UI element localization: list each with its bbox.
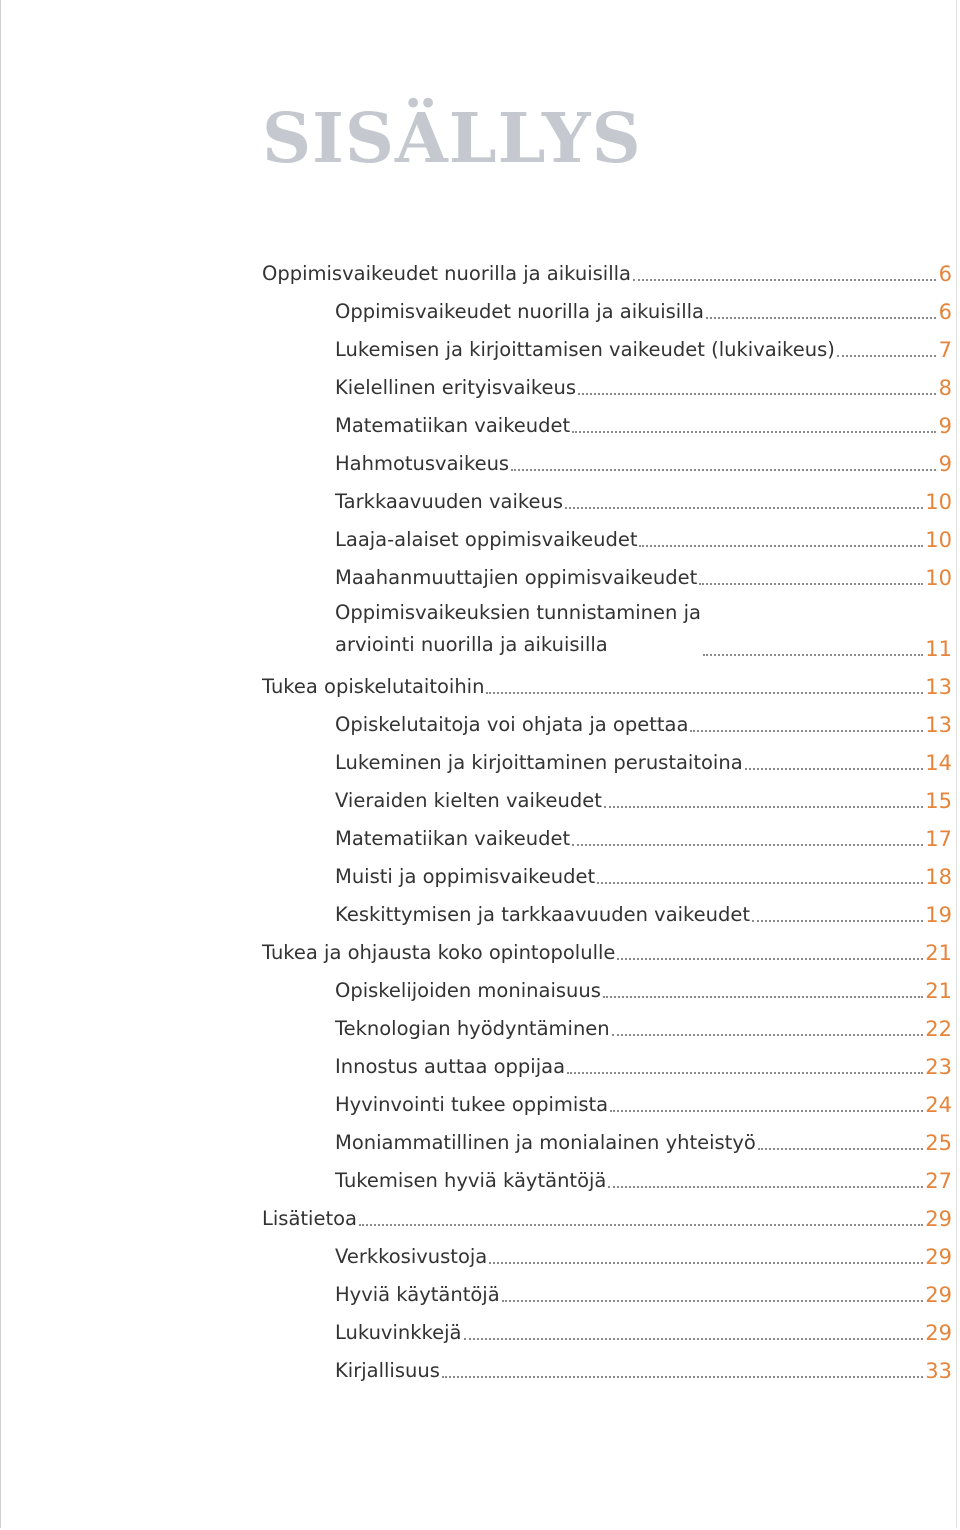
toc-page-number: 9	[938, 414, 952, 438]
toc-entry-section[interactable]	[262, 254, 952, 292]
toc-entry-label: Moniammatillinen ja monialainen yhteistyö	[335, 1131, 756, 1154]
toc-entry-label: Hahmotusvaikeus	[335, 452, 510, 475]
dot-leader	[610, 1110, 923, 1112]
toc-entry-label: Teknologian hyödyntäminen	[335, 1017, 610, 1040]
toc-page-number: 10	[925, 528, 952, 552]
toc-entry-label: Keskittymisen ja tarkkaavuuden vaikeudet	[335, 903, 751, 926]
dot-leader	[567, 1072, 923, 1074]
toc-entry[interactable]	[262, 1351, 952, 1389]
toc-page-number: 27	[925, 1169, 952, 1193]
toc-entry-label: Hyvinvointi tukee oppimista	[335, 1093, 609, 1116]
toc-page-number: 18	[925, 865, 952, 889]
toc-entry[interactable]	[262, 482, 952, 520]
toc-entry[interactable]	[262, 596, 952, 667]
toc-entry-label: Tukea opiskelutaitoihin	[262, 675, 485, 698]
toc-page-number: 29	[925, 1207, 952, 1231]
toc-entry[interactable]	[262, 1161, 952, 1199]
toc-entry-label: Muisti ja oppimisvaikeudet	[335, 865, 596, 888]
dot-leader	[464, 1338, 924, 1340]
toc-entry[interactable]	[262, 1313, 952, 1351]
toc-entry-label: Lukeminen ja kirjoittaminen perustaitoina	[335, 751, 743, 774]
toc-entry-label: Maahanmuuttajien oppimisvaikeudet	[335, 566, 698, 589]
toc-entry-label: Tarkkaavuuden vaikeus	[335, 490, 564, 513]
toc-entry[interactable]	[262, 406, 952, 444]
dot-leader	[578, 393, 936, 395]
toc-entry-section[interactable]	[262, 933, 952, 971]
dot-leader	[486, 692, 923, 694]
dot-leader	[603, 996, 923, 998]
toc-entry[interactable]	[262, 368, 952, 406]
dot-leader	[597, 882, 923, 884]
toc-page-number: 22	[925, 1017, 952, 1041]
toc-page-number: 15	[925, 789, 952, 813]
toc-page-number: 7	[938, 338, 952, 362]
dot-leader	[639, 545, 923, 547]
toc-entry[interactable]	[262, 330, 952, 368]
dot-leader	[758, 1148, 923, 1150]
toc-entry[interactable]	[262, 1275, 952, 1313]
dot-leader	[612, 1034, 924, 1036]
toc-entry[interactable]	[262, 857, 952, 895]
toc-entry-label: Oppimisvaikeudet nuorilla ja aikuisilla	[262, 262, 632, 285]
toc-page-number: 17	[925, 827, 952, 851]
dot-leader	[608, 1186, 923, 1188]
dot-leader	[442, 1376, 923, 1378]
dot-leader	[565, 507, 923, 509]
toc-entry[interactable]	[262, 1009, 952, 1047]
toc-entry-label: Opiskelijoiden moninaisuus	[335, 979, 601, 1002]
dot-leader	[511, 469, 936, 471]
toc-entry-label: Innostus auttaa oppijaa	[335, 1055, 566, 1078]
toc-page-number: 21	[925, 979, 952, 1003]
toc-entry-label-line2: arviointi nuorilla ja aikuisilla	[335, 633, 608, 656]
toc-entry-label-line1: Oppimisvaikeuksien tunnistaminen ja	[335, 601, 701, 624]
toc-entry[interactable]	[262, 819, 952, 857]
toc-page-number: 24	[925, 1093, 952, 1117]
dot-leader	[745, 768, 924, 770]
toc-page-number: 8	[938, 376, 952, 400]
toc-entry-label: Vieraiden kielten vaikeudet	[335, 789, 602, 812]
toc-entry[interactable]	[262, 520, 952, 558]
toc-entry[interactable]	[262, 558, 952, 596]
toc-entry-label: Oppimisvaikeudet nuorilla ja aikuisilla	[335, 300, 705, 323]
toc-entry[interactable]	[262, 1085, 952, 1123]
toc-page-number: 21	[925, 941, 952, 965]
toc-page-number: 29	[925, 1245, 952, 1269]
toc-entry-section[interactable]	[262, 667, 952, 705]
toc-page-number: 6	[938, 300, 952, 324]
toc-entry-label: Kirjallisuus	[335, 1359, 440, 1382]
dot-leader	[489, 1262, 923, 1264]
toc-entry-label: Lukuvinkkejä	[335, 1321, 462, 1344]
dot-leader	[572, 431, 936, 433]
toc-entry[interactable]	[262, 971, 952, 1009]
dot-leader	[703, 654, 923, 656]
dot-leader	[359, 1224, 923, 1226]
toc-page-number: 13	[925, 713, 952, 737]
toc-entry-label: Laaja-alaiset oppimisvaikeudet	[335, 528, 638, 551]
toc-page-number: 33	[925, 1359, 952, 1383]
toc-entry-label: Tukea ja ohjausta koko opintopolulle	[262, 941, 616, 964]
toc-entry[interactable]	[262, 781, 952, 819]
toc-entry-label: Opiskelutaitoja voi ohjata ja opettaa	[335, 713, 689, 736]
toc-entry[interactable]	[262, 1123, 952, 1161]
dot-leader	[706, 317, 936, 319]
table-of-contents	[262, 254, 952, 1389]
dot-leader	[837, 355, 936, 357]
toc-page-number: 29	[925, 1321, 952, 1345]
toc-page-number: 23	[925, 1055, 952, 1079]
toc-page-number: 10	[925, 566, 952, 590]
toc-entry-label: Verkkosivustoja	[335, 1245, 488, 1268]
toc-page-number: 29	[925, 1283, 952, 1307]
page-title: SISÄLLYS	[262, 99, 642, 179]
toc-entry[interactable]	[262, 743, 952, 781]
toc-page-number: 19	[925, 903, 952, 927]
toc-entry[interactable]	[262, 705, 952, 743]
toc-entry-label	[335, 597, 701, 661]
dot-leader	[617, 958, 923, 960]
toc-entry-label: Tukemisen hyviä käytäntöjä	[335, 1169, 607, 1192]
dot-leader	[699, 583, 923, 585]
toc-entry-label: Kielellinen erityisvaikeus	[335, 376, 576, 399]
toc-page-number: 10	[925, 490, 952, 514]
dot-leader	[502, 1300, 924, 1302]
toc-entry-label: Hyviä käytäntöjä	[335, 1283, 500, 1306]
dot-leader	[572, 844, 923, 846]
toc-entry[interactable]	[262, 292, 952, 330]
toc-entry[interactable]	[262, 1047, 952, 1085]
toc-entry-label: Matematiikan vaikeudet	[335, 414, 571, 437]
toc-entry-label: Lukemisen ja kirjoittamisen vaikeudet (lukivaikeus)	[335, 338, 835, 361]
dot-leader	[690, 730, 923, 732]
toc-page-number: 13	[925, 675, 952, 699]
dot-leader	[604, 806, 923, 808]
toc-entry-label: Matematiikan vaikeudet	[335, 827, 571, 850]
toc-entry[interactable]	[262, 895, 952, 933]
toc-page-number: 6	[938, 262, 952, 286]
dot-leader	[633, 279, 936, 281]
toc-page-number: 25	[925, 1131, 952, 1155]
dot-leader	[752, 920, 923, 922]
toc-page-number: 9	[938, 452, 952, 476]
toc-entry-section[interactable]	[262, 1199, 952, 1237]
toc-page-number: 14	[925, 751, 952, 775]
toc-entry[interactable]	[262, 1237, 952, 1275]
toc-entry[interactable]	[262, 444, 952, 482]
toc-page-number: 11	[925, 637, 952, 661]
toc-entry-label: Lisätietoa	[262, 1207, 357, 1230]
